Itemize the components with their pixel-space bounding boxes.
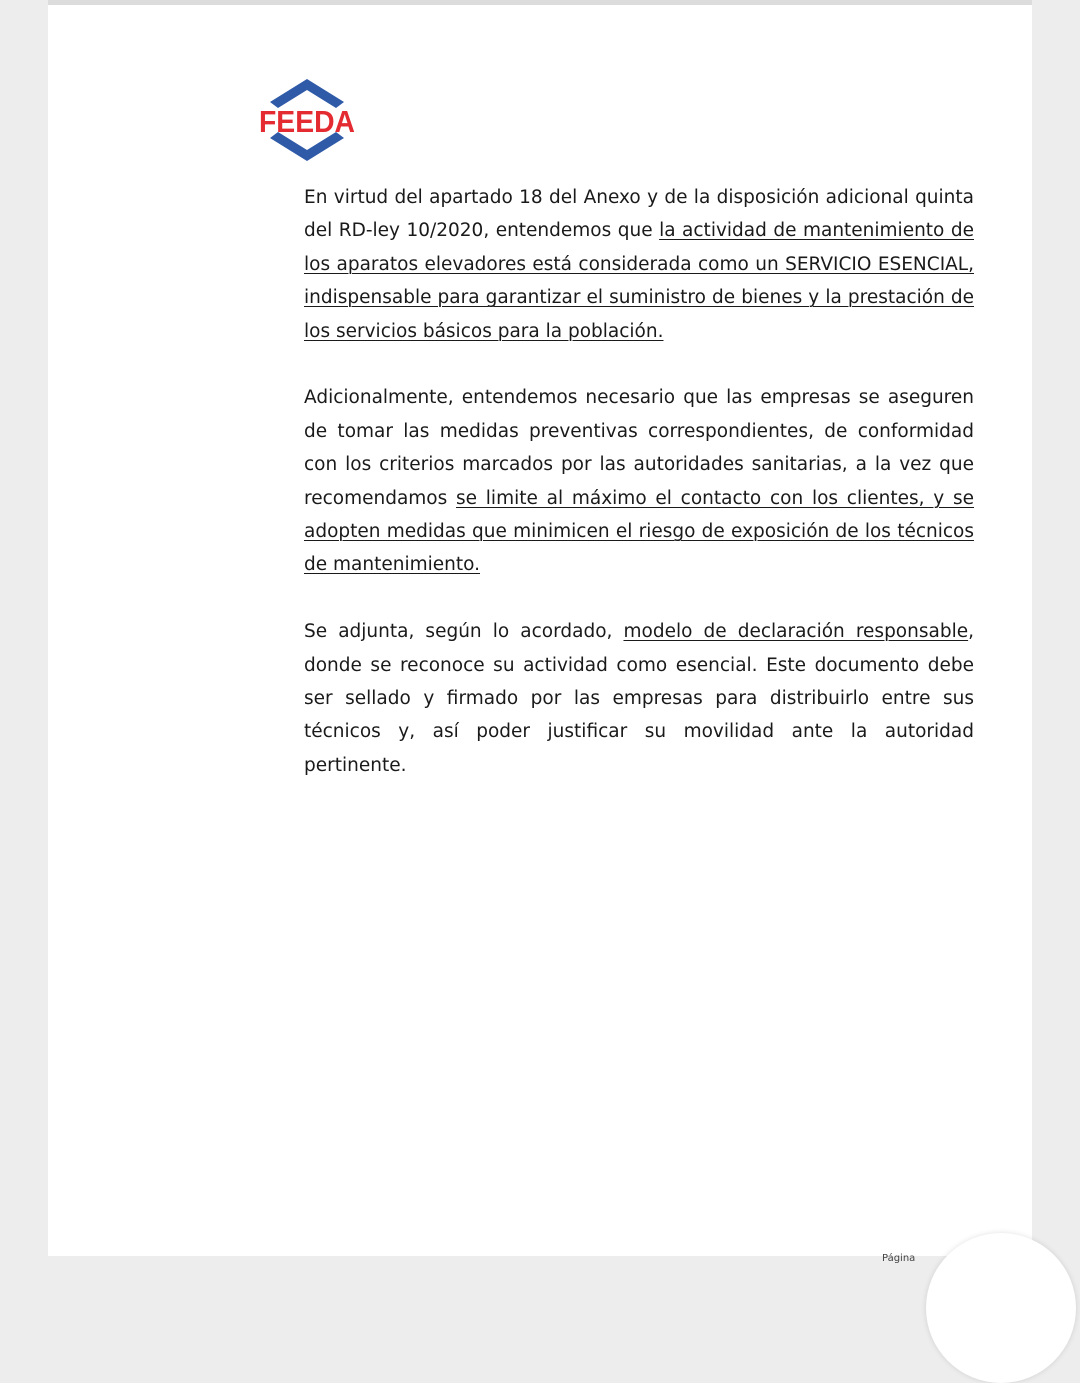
paragraph-1 [304, 181, 974, 348]
paragraph-text: Adicionalmente, entendemos necesario que las empresas se aseguren de tomar las medidas preventivas correspondientes, de conformidad con los criterios marcados por las autoridades sanitarias, a la vez que recomendamos [304, 387, 974, 509]
letter-body [304, 181, 974, 816]
document-page [48, 0, 1032, 1264]
paragraph-2 [304, 381, 974, 581]
underlined-text: modelo de declaración responsable [623, 621, 969, 643]
feeda-logo [258, 75, 356, 165]
page-indicator: Página [882, 1253, 916, 1264]
logo-text: FEEDA [259, 104, 355, 139]
underlined-text: se limite al máximo el contacto con los clientes, y se adopten medidas que minimicen el riesgo de exposición de los técnicos de mantenimiento. [304, 487, 974, 576]
paragraph-text: En virtud del apartado 18 del Anexo y de la disposición adicional quinta del RD-ley 10/2020, entendemos que [304, 187, 974, 242]
paragraph-text: , donde se reconoce su actividad como esencial. Este documento debe ser sellado y firmado por las empresas para distribuirlo entre sus técnicos y, así poder justificar su movilidad ante la autoridad pertinente. [304, 621, 974, 776]
underlined-text: la actividad de mantenimiento de los aparatos elevadores está considerada como un SERVICIO ESENCIAL, indispensable para garantizar el suministro de bienes y la prestación de los servicios básicos para la población. [304, 220, 974, 342]
paragraph-3 [304, 615, 974, 782]
floating-action-button[interactable] [926, 1233, 1076, 1383]
paragraph-text: Se adjunta, según lo acordado, [304, 621, 624, 643]
